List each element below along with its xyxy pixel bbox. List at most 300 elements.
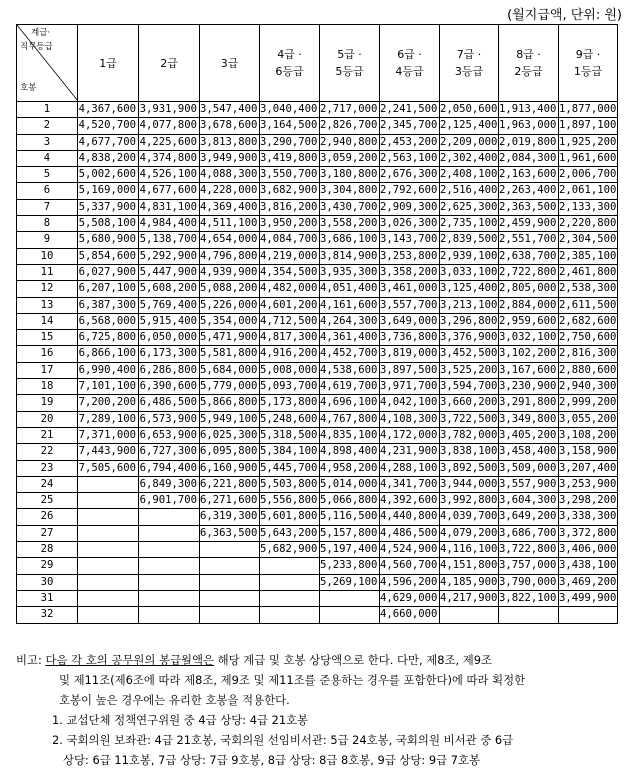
salary-cell: 3,458,400 (499, 444, 559, 460)
salary-cell (200, 558, 260, 574)
salary-cell (200, 590, 260, 606)
salary-cell: 2,084,300 (499, 150, 559, 166)
salary-cell: 3,686,700 (499, 525, 559, 541)
salary-cell: 3,296,800 (440, 313, 499, 329)
table-row (17, 313, 618, 329)
salary-cell: 2,516,400 (440, 183, 499, 199)
salary-cell: 6,027,900 (78, 264, 139, 280)
salary-cell: 2,408,100 (440, 167, 499, 183)
step-cell: 10 (17, 248, 78, 264)
salary-cell: 6,573,900 (139, 411, 200, 427)
step-cell: 3 (17, 134, 78, 150)
salary-cell: 2,453,200 (380, 134, 440, 150)
salary-cell: 7,101,100 (78, 379, 139, 395)
salary-cell: 3,338,300 (559, 509, 618, 525)
grade-header: 1급 (78, 25, 139, 102)
table-row (17, 118, 618, 134)
salary-cell: 2,717,000 (320, 102, 380, 118)
salary-cell: 6,727,300 (139, 444, 200, 460)
table-row (17, 476, 618, 492)
salary-cell (139, 558, 200, 574)
salary-cell: 5,138,700 (139, 232, 200, 248)
step-cell: 1 (17, 102, 78, 118)
salary-cell: 4,116,100 (440, 542, 499, 558)
salary-cell: 5,248,600 (260, 411, 320, 427)
salary-cell: 3,682,900 (260, 183, 320, 199)
salary-cell: 3,143,700 (380, 232, 440, 248)
table-row (17, 183, 618, 199)
salary-cell: 6,387,300 (78, 297, 139, 313)
salary-cell: 2,625,300 (440, 199, 499, 215)
step-cell: 31 (17, 590, 78, 606)
salary-cell: 6,390,600 (139, 379, 200, 395)
salary-cell: 2,459,900 (499, 216, 559, 232)
salary-cell: 3,125,400 (440, 281, 499, 297)
salary-cell (78, 574, 139, 590)
salary-cell: 3,207,400 (559, 460, 618, 476)
salary-cell: 3,033,100 (440, 264, 499, 280)
salary-cell (78, 509, 139, 525)
table-row (17, 102, 618, 118)
salary-cell: 7,289,100 (78, 411, 139, 427)
table-row (17, 427, 618, 443)
salary-cell: 3,660,200 (440, 395, 499, 411)
salary-cell (78, 542, 139, 558)
table-row (17, 411, 618, 427)
salary-cell: 4,084,700 (260, 232, 320, 248)
salary-cell: 3,525,200 (440, 362, 499, 378)
salary-cell: 4,039,700 (440, 509, 499, 525)
salary-cell: 4,520,700 (78, 118, 139, 134)
salary-cell: 2,805,000 (499, 281, 559, 297)
salary-cell (260, 558, 320, 574)
step-cell: 21 (17, 427, 78, 443)
salary-cell: 7,505,600 (78, 460, 139, 476)
salary-cell: 5,779,000 (200, 379, 260, 395)
step-cell: 24 (17, 476, 78, 492)
table-row (17, 460, 618, 476)
salary-cell (78, 493, 139, 509)
salary-cell: 2,792,600 (380, 183, 440, 199)
salary-cell: 3,102,200 (499, 346, 559, 362)
salary-cell: 2,304,500 (559, 232, 618, 248)
table-row (17, 346, 618, 362)
salary-cell: 5,337,900 (78, 199, 139, 215)
salary-cell: 2,676,300 (380, 167, 440, 183)
salary-cell: 4,361,400 (320, 330, 380, 346)
salary-cell: 3,405,200 (499, 427, 559, 443)
table-row (17, 607, 618, 623)
salary-cell: 6,568,000 (78, 313, 139, 329)
salary-cell: 7,443,900 (78, 444, 139, 460)
salary-cell (440, 607, 499, 623)
salary-cell: 6,990,400 (78, 362, 139, 378)
table-row (17, 395, 618, 411)
salary-cell: 4,486,500 (380, 525, 440, 541)
salary-cell: 5,680,900 (78, 232, 139, 248)
salary-cell: 5,093,700 (260, 379, 320, 395)
salary-cell: 4,560,700 (380, 558, 440, 574)
salary-cell: 4,939,900 (200, 264, 260, 280)
salary-cell: 1,877,000 (559, 102, 618, 118)
salary-cell: 5,384,100 (260, 444, 320, 460)
step-cell: 18 (17, 379, 78, 395)
salary-cell: 3,430,700 (320, 199, 380, 215)
table-row (17, 444, 618, 460)
salary-cell: 5,173,800 (260, 395, 320, 411)
salary-cell (139, 574, 200, 590)
salary-cell: 2,816,300 (559, 346, 618, 362)
salary-cell: 4,835,100 (320, 427, 380, 443)
salary-cell: 4,228,000 (200, 183, 260, 199)
salary-cell: 2,263,400 (499, 183, 559, 199)
table-row (17, 281, 618, 297)
salary-cell: 3,158,900 (559, 444, 618, 460)
salary-cell: 2,006,700 (559, 167, 618, 183)
salary-cell: 5,682,900 (260, 542, 320, 558)
salary-cell: 2,241,500 (380, 102, 440, 118)
salary-cell: 5,915,400 (139, 313, 200, 329)
salary-cell: 5,014,000 (320, 476, 380, 492)
salary-cell: 6,173,300 (139, 346, 200, 362)
salary-cell: 5,088,200 (200, 281, 260, 297)
salary-cell: 3,304,800 (320, 183, 380, 199)
salary-cell (139, 607, 200, 623)
salary-cell: 3,594,700 (440, 379, 499, 395)
salary-cell: 4,660,000 (380, 607, 440, 623)
step-cell: 27 (17, 525, 78, 541)
salary-cell: 6,794,400 (139, 460, 200, 476)
salary-cell: 5,233,800 (320, 558, 380, 574)
salary-cell: 6,025,300 (200, 427, 260, 443)
salary-cell: 4,225,600 (139, 134, 200, 150)
step-cell: 26 (17, 509, 78, 525)
salary-cell: 4,392,600 (380, 493, 440, 509)
salary-cell: 3,452,500 (440, 346, 499, 362)
salary-cell: 5,581,800 (200, 346, 260, 362)
salary-cell: 6,486,500 (139, 395, 200, 411)
salary-cell: 6,363,500 (200, 525, 260, 541)
salary-cell: 5,643,200 (260, 525, 320, 541)
step-cell: 13 (17, 297, 78, 313)
salary-cell: 3,108,200 (559, 427, 618, 443)
salary-cell: 2,551,700 (499, 232, 559, 248)
salary-cell: 3,040,400 (260, 102, 320, 118)
salary-cell: 3,059,200 (320, 150, 380, 166)
salary-cell: 6,286,800 (139, 362, 200, 378)
grade-header: 3급 (200, 25, 260, 102)
salary-cell: 2,940,300 (559, 379, 618, 395)
salary-cell: 1,913,400 (499, 102, 559, 118)
step-cell: 5 (17, 167, 78, 183)
salary-table-body (17, 102, 618, 624)
salary-cell: 3,349,800 (499, 411, 559, 427)
salary-cell: 4,367,600 (78, 102, 139, 118)
grade-header: 8급 · 2등급 (499, 25, 559, 102)
salary-cell: 3,558,200 (320, 216, 380, 232)
table-row (17, 216, 618, 232)
salary-cell: 4,042,100 (380, 395, 440, 411)
salary-cell: 2,345,700 (380, 118, 440, 134)
salary-cell: 3,438,100 (559, 558, 618, 574)
salary-cell: 5,447,900 (139, 264, 200, 280)
salary-cell: 3,406,000 (559, 542, 618, 558)
salary-cell: 3,790,000 (499, 574, 559, 590)
salary-cell: 5,684,000 (200, 362, 260, 378)
salary-cell (260, 574, 320, 590)
salary-cell: 3,557,900 (499, 476, 559, 492)
table-row (17, 167, 618, 183)
salary-cell: 3,950,200 (260, 216, 320, 232)
salary-cell: 3,813,800 (200, 134, 260, 150)
salary-cell: 4,088,300 (200, 167, 260, 183)
table-row (17, 150, 618, 166)
salary-cell: 2,133,300 (559, 199, 618, 215)
salary-cell (78, 525, 139, 541)
salary-cell: 2,363,500 (499, 199, 559, 215)
salary-cell: 3,782,000 (440, 427, 499, 443)
salary-cell: 2,209,000 (440, 134, 499, 150)
notes-item-2: 2. 국회의원 보좌관: 4급 21호봉, 국회의원 선임비서관: 5급 24호봉, 국회의원 비서관 중 6급 (52, 733, 514, 747)
salary-cell: 5,854,600 (78, 248, 139, 264)
step-cell: 25 (17, 493, 78, 509)
salary-cell: 5,503,800 (260, 476, 320, 492)
salary-cell: 5,601,800 (260, 509, 320, 525)
corner-top-label: 계급· (31, 28, 51, 38)
salary-cell: 7,371,000 (78, 427, 139, 443)
salary-cell: 4,079,200 (440, 525, 499, 541)
salary-cell (78, 607, 139, 623)
step-cell: 23 (17, 460, 78, 476)
salary-cell: 2,940,800 (320, 134, 380, 150)
salary-cell: 6,725,800 (78, 330, 139, 346)
salary-cell (499, 607, 559, 623)
salary-cell: 3,557,700 (380, 297, 440, 313)
salary-cell: 3,757,000 (499, 558, 559, 574)
salary-cell: 3,026,300 (380, 216, 440, 232)
salary-cell: 6,849,300 (139, 476, 200, 492)
salary-cell: 2,839,500 (440, 232, 499, 248)
salary-cell: 2,884,000 (499, 297, 559, 313)
salary-cell: 4,217,900 (440, 590, 499, 606)
salary-cell: 3,892,500 (440, 460, 499, 476)
salary-cell: 4,219,000 (260, 248, 320, 264)
salary-cell: 3,971,700 (380, 379, 440, 395)
salary-cell: 6,095,800 (200, 444, 260, 460)
corner-bottom-label: 호봉 (20, 83, 37, 93)
salary-cell: 2,909,300 (380, 199, 440, 215)
step-cell: 11 (17, 264, 78, 280)
salary-cell: 3,816,200 (260, 199, 320, 215)
salary-cell (78, 590, 139, 606)
salary-cell (200, 542, 260, 558)
step-cell: 16 (17, 346, 78, 362)
salary-cell: 6,319,300 (200, 509, 260, 525)
salary-cell (260, 607, 320, 623)
salary-cell: 1,961,600 (559, 150, 618, 166)
table-row (17, 264, 618, 280)
salary-cell: 3,814,900 (320, 248, 380, 264)
salary-cell: 4,677,700 (78, 134, 139, 150)
salary-cell: 5,169,000 (78, 183, 139, 199)
salary-cell: 5,769,400 (139, 297, 200, 313)
salary-cell: 6,221,800 (200, 476, 260, 492)
notes-item-2-cont: 상당: 6급 11호봉, 7급 상당: 7급 9호봉, 8급 상당: 8급 8호봉, 9급 상당: 9급 7호봉 (63, 753, 480, 767)
salary-cell: 3,550,700 (260, 167, 320, 183)
salary-cell: 4,629,000 (380, 590, 440, 606)
salary-cell: 4,984,400 (139, 216, 200, 232)
salary-cell: 5,608,200 (139, 281, 200, 297)
salary-cell: 4,172,000 (380, 427, 440, 443)
salary-cell: 6,866,100 (78, 346, 139, 362)
salary-cell: 3,822,100 (499, 590, 559, 606)
header-row (17, 25, 618, 102)
salary-cell: 4,958,200 (320, 460, 380, 476)
salary-cell: 3,213,100 (440, 297, 499, 313)
notes-line-2: 및 제11조(제6조에 따라 제8조, 제9조 및 제11조를 준용하는 경우를 포함한다)에 따라 획정한 (59, 673, 526, 687)
salary-cell: 4,712,500 (260, 313, 320, 329)
salary-cell: 3,376,900 (440, 330, 499, 346)
salary-cell: 3,419,800 (260, 150, 320, 166)
salary-cell: 2,735,100 (440, 216, 499, 232)
step-cell: 7 (17, 199, 78, 215)
salary-cell: 3,032,100 (499, 330, 559, 346)
salary-cell: 6,653,900 (139, 427, 200, 443)
step-cell: 9 (17, 232, 78, 248)
salary-cell: 4,767,800 (320, 411, 380, 427)
salary-cell: 3,358,200 (380, 264, 440, 280)
step-cell: 14 (17, 313, 78, 329)
salary-cell: 2,611,500 (559, 297, 618, 313)
grade-header: 2급 (139, 25, 200, 102)
salary-cell: 3,167,600 (499, 362, 559, 378)
salary-cell: 4,526,100 (139, 167, 200, 183)
table-row (17, 493, 618, 509)
table-row (17, 542, 618, 558)
salary-cell: 3,230,900 (499, 379, 559, 395)
salary-cell (139, 590, 200, 606)
salary-cell: 6,207,100 (78, 281, 139, 297)
salary-cell: 4,696,100 (320, 395, 380, 411)
notes-line-3: 호봉이 높은 경우에는 유리한 호봉을 적용한다. (59, 693, 290, 707)
salary-cell: 2,461,800 (559, 264, 618, 280)
salary-cell: 5,269,100 (320, 574, 380, 590)
salary-cell: 4,452,700 (320, 346, 380, 362)
step-cell: 19 (17, 395, 78, 411)
salary-cell: 5,471,900 (200, 330, 260, 346)
salary-cell: 4,482,000 (260, 281, 320, 297)
table-row (17, 362, 618, 378)
salary-cell: 4,838,200 (78, 150, 139, 166)
step-cell: 12 (17, 281, 78, 297)
salary-cell: 4,354,500 (260, 264, 320, 280)
salary-cell: 4,596,200 (380, 574, 440, 590)
salary-cell: 1,925,200 (559, 134, 618, 150)
salary-cell: 4,151,800 (440, 558, 499, 574)
salary-cell: 4,161,600 (320, 297, 380, 313)
table-row (17, 134, 618, 150)
notes-line-1: 비고: 다음 각 호의 공무원의 봉급월액은 해당 계급 및 호봉 상당액으로 한다. 다만, 제8조, 제9조 (16, 653, 493, 667)
salary-cell (320, 607, 380, 623)
salary-cell: 3,819,000 (380, 346, 440, 362)
salary-cell: 3,372,800 (559, 525, 618, 541)
salary-cell: 5,116,500 (320, 509, 380, 525)
salary-cell: 7,200,200 (78, 395, 139, 411)
salary-cell: 3,253,900 (559, 476, 618, 492)
salary-cell: 4,898,400 (320, 444, 380, 460)
salary-cell: 2,538,300 (559, 281, 618, 297)
salary-cell: 2,563,100 (380, 150, 440, 166)
salary-cell: 4,374,800 (139, 150, 200, 166)
salary-cell: 4,796,800 (200, 248, 260, 264)
salary-cell: 5,157,800 (320, 525, 380, 541)
salary-cell (139, 509, 200, 525)
salary-cell: 4,369,400 (200, 199, 260, 215)
salary-cell: 1,963,000 (499, 118, 559, 134)
salary-cell: 3,499,900 (559, 590, 618, 606)
salary-cell: 4,231,900 (380, 444, 440, 460)
salary-table (16, 24, 618, 624)
salary-cell: 5,197,400 (320, 542, 380, 558)
salary-cell: 2,999,200 (559, 395, 618, 411)
salary-cell: 2,722,800 (499, 264, 559, 280)
salary-cell: 5,008,000 (260, 362, 320, 378)
salary-cell: 4,677,600 (139, 183, 200, 199)
salary-cell: 4,916,200 (260, 346, 320, 362)
salary-cell: 6,271,600 (200, 493, 260, 509)
salary-cell (78, 558, 139, 574)
step-cell: 17 (17, 362, 78, 378)
salary-cell: 4,817,300 (260, 330, 320, 346)
salary-cell: 3,686,100 (320, 232, 380, 248)
salary-cell: 2,880,600 (559, 362, 618, 378)
table-row (17, 590, 618, 606)
salary-cell: 3,291,800 (499, 395, 559, 411)
step-cell: 20 (17, 411, 78, 427)
notes-underlined: 다음 각 호의 공무원의 봉급월액은 (45, 653, 215, 667)
salary-cell: 3,649,200 (499, 509, 559, 525)
salary-cell (139, 542, 200, 558)
step-cell: 2 (17, 118, 78, 134)
header-corner (17, 25, 78, 102)
salary-cell: 3,838,100 (440, 444, 499, 460)
grade-header: 5급 · 5등급 (320, 25, 380, 102)
salary-cell: 2,302,400 (440, 150, 499, 166)
salary-cell: 2,939,100 (440, 248, 499, 264)
salary-cell (559, 607, 618, 623)
salary-cell: 5,445,700 (260, 460, 320, 476)
step-cell: 29 (17, 558, 78, 574)
notes-item-1: 1. 교섭단체 정책연구위원 중 4급 상당: 4급 21호봉 (52, 713, 309, 727)
salary-cell: 4,051,400 (320, 281, 380, 297)
salary-cell: 4,185,900 (440, 574, 499, 590)
salary-cell: 2,019,800 (499, 134, 559, 150)
salary-cell: 4,511,100 (200, 216, 260, 232)
salary-cell (139, 525, 200, 541)
grade-header: 7급 · 3등급 (440, 25, 499, 102)
table-row (17, 248, 618, 264)
salary-cell: 5,508,100 (78, 216, 139, 232)
salary-cell: 4,341,700 (380, 476, 440, 492)
salary-cell: 3,164,500 (260, 118, 320, 134)
salary-cell: 2,125,400 (440, 118, 499, 134)
salary-cell: 2,050,600 (440, 102, 499, 118)
table-row (17, 574, 618, 590)
salary-cell: 4,264,300 (320, 313, 380, 329)
salary-cell: 3,944,000 (440, 476, 499, 492)
salary-cell: 5,354,000 (200, 313, 260, 329)
salary-cell: 6,901,700 (139, 493, 200, 509)
